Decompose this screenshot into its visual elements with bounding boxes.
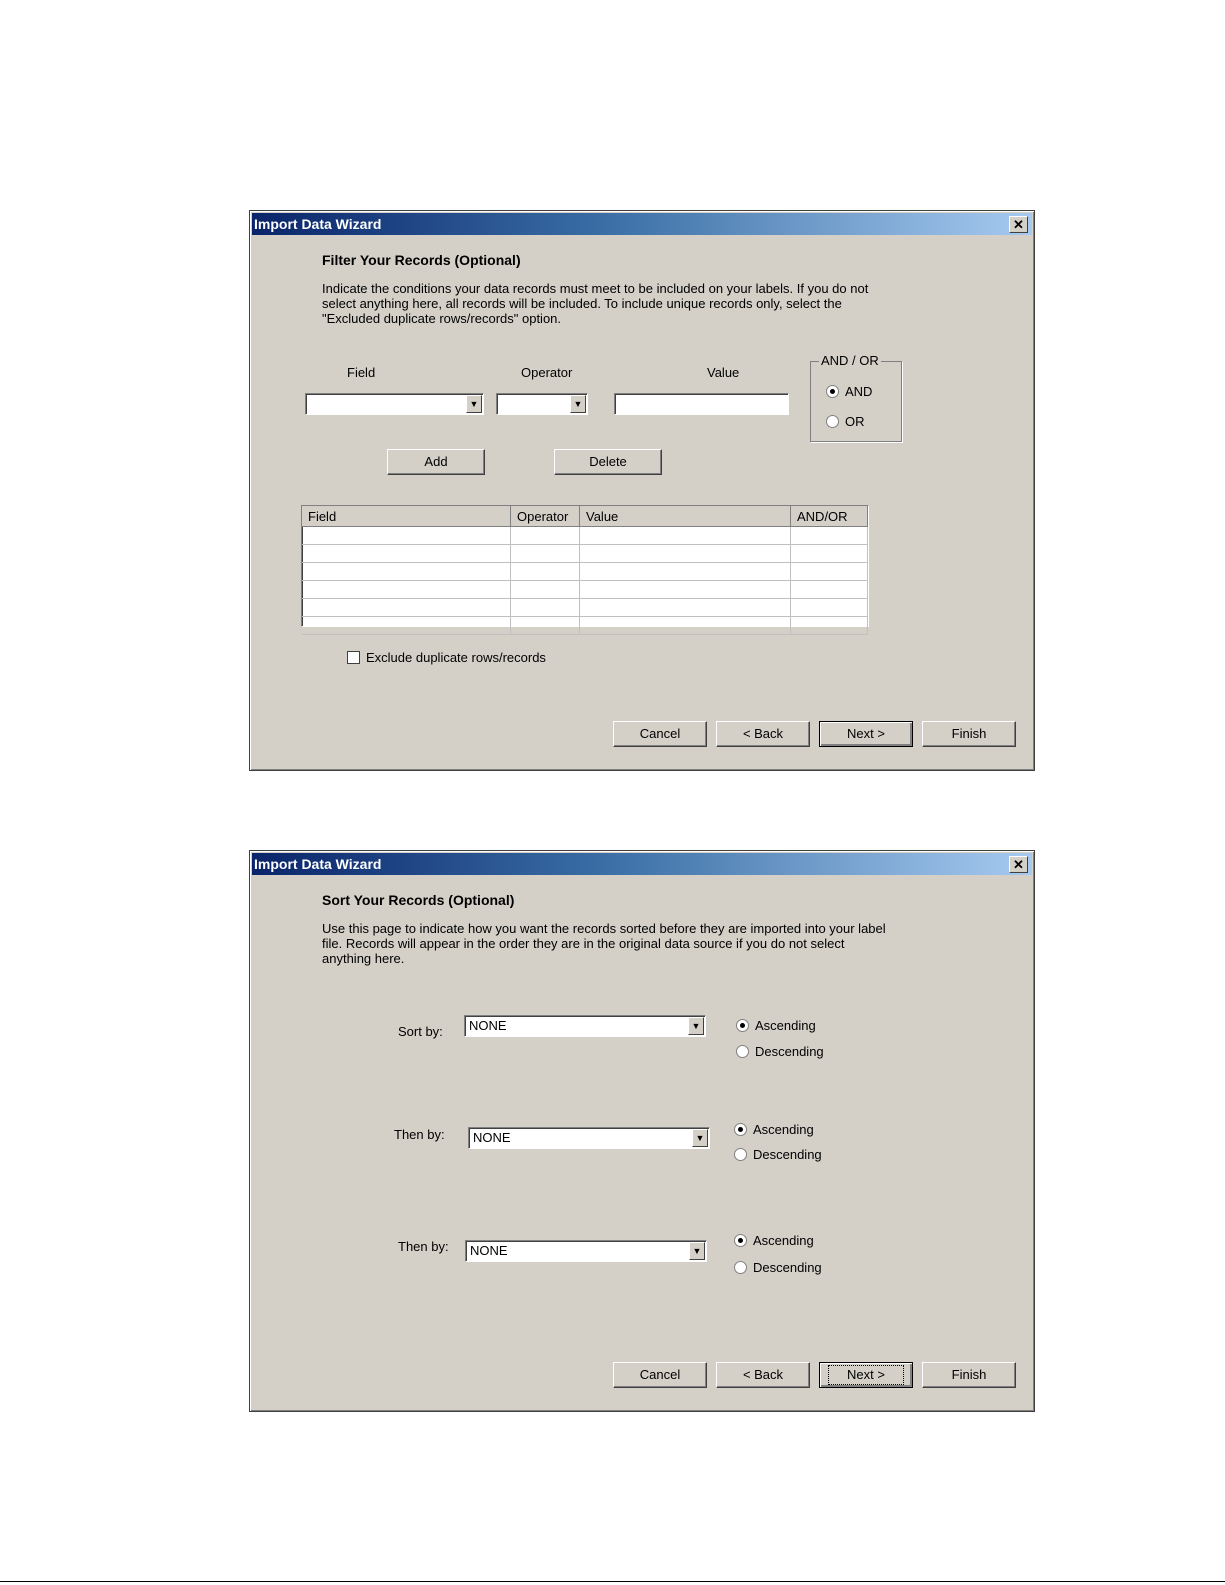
back-button[interactable]: < Back (716, 1362, 810, 1388)
column-header-and-or[interactable]: AND/OR (791, 506, 868, 527)
value-input[interactable] (614, 393, 789, 415)
close-icon[interactable]: ✕ (1009, 856, 1028, 873)
chevron-down-icon[interactable]: ▼ (688, 1017, 704, 1035)
exclude-duplicates-label: Exclude duplicate rows/records (366, 650, 546, 665)
ascending-label: Ascending (753, 1122, 814, 1137)
grid-header-row (302, 506, 868, 527)
then-by-1-descending-radio[interactable] (734, 1147, 822, 1162)
cancel-button[interactable]: Cancel (613, 1362, 707, 1388)
then-by-2-descending-radio[interactable] (734, 1260, 822, 1275)
radio-empty-icon (736, 1045, 749, 1058)
window-title: Import Data Wizard (254, 856, 382, 872)
radio-selected-icon (826, 385, 839, 398)
radio-empty-icon (826, 415, 839, 428)
column-header-operator[interactable]: Operator (511, 506, 580, 527)
descending-label: Descending (753, 1147, 822, 1162)
filter-records-dialog (249, 210, 1035, 771)
and-or-group-title: AND / OR (821, 353, 879, 368)
operator-label: Operator (521, 365, 573, 380)
next-button[interactable] (819, 1362, 913, 1388)
radio-selected-icon (734, 1234, 747, 1247)
page-description: Indicate the conditions your data records must meet to be included on your labels. If you do not select anything here, all records will be included. To include unique records only, select the "Excluded duplicate rows/records" option. (322, 281, 869, 326)
title-bar (252, 853, 1032, 875)
radio-selected-icon (736, 1019, 749, 1032)
next-button[interactable]: Next > (819, 721, 913, 747)
window-title: Import Data Wizard (254, 216, 382, 232)
table-row[interactable] (302, 545, 868, 563)
filter-conditions-grid[interactable] (301, 505, 869, 627)
then-by-label-2: Then by: (398, 1239, 449, 1254)
radio-empty-icon (734, 1261, 747, 1274)
sort-by-value: NONE (469, 1018, 507, 1033)
title-bar (252, 213, 1032, 235)
table-row[interactable] (302, 617, 868, 635)
chevron-down-icon[interactable]: ▼ (570, 395, 586, 413)
back-button[interactable]: < Back (716, 721, 810, 747)
chevron-down-icon[interactable]: ▼ (466, 395, 482, 413)
exclude-duplicates-checkbox[interactable] (347, 650, 546, 665)
close-icon[interactable]: ✕ (1009, 216, 1028, 233)
chevron-down-icon[interactable]: ▼ (689, 1242, 705, 1260)
column-header-value[interactable]: Value (580, 506, 791, 527)
table-row[interactable] (302, 563, 868, 581)
next-button-label: Next > (828, 1365, 904, 1385)
finish-button[interactable]: Finish (922, 1362, 1016, 1388)
value-label: Value (707, 365, 740, 380)
chevron-down-icon[interactable]: ▼ (692, 1129, 708, 1147)
sort-records-dialog (249, 850, 1035, 1412)
then-by-label-1: Then by: (394, 1127, 445, 1142)
descending-label: Descending (753, 1260, 822, 1275)
sort-by-label: Sort by: (398, 1024, 443, 1039)
field-label: Field (347, 365, 376, 380)
cancel-button[interactable]: Cancel (613, 721, 707, 747)
page-bottom-rule (0, 1581, 1225, 1582)
sort-by-descending-radio[interactable] (736, 1044, 824, 1059)
sort-by-ascending-radio[interactable] (736, 1018, 816, 1033)
then-by-2-ascending-radio[interactable] (734, 1233, 814, 1248)
and-radio-label: AND (845, 384, 873, 399)
and-radio[interactable] (826, 384, 872, 399)
delete-button[interactable]: Delete (554, 449, 662, 475)
then-by-dropdown-2[interactable] (465, 1240, 707, 1262)
add-button[interactable]: Add (387, 449, 485, 475)
checkbox-icon[interactable] (347, 651, 360, 664)
then-by-1-ascending-radio[interactable] (734, 1122, 814, 1137)
radio-selected-icon (734, 1123, 747, 1136)
operator-dropdown[interactable] (496, 393, 588, 415)
radio-empty-icon (734, 1148, 747, 1161)
page-description: Use this page to indicate how you want the records sorted before they are imported into your label file. Records will appear in the order they are in the original data source if you do not select anything here. (322, 921, 886, 966)
table-row[interactable] (302, 581, 868, 599)
or-radio[interactable] (826, 414, 865, 429)
page-heading: Filter Your Records (Optional) (322, 252, 521, 268)
page-heading: Sort Your Records (Optional) (322, 892, 515, 908)
then-by-dropdown-1[interactable] (468, 1127, 710, 1149)
ascending-label: Ascending (753, 1233, 814, 1248)
ascending-label: Ascending (755, 1018, 816, 1033)
or-radio-label: OR (845, 414, 865, 429)
table-row[interactable] (302, 527, 868, 545)
then-by-value-2: NONE (470, 1243, 508, 1258)
column-header-field[interactable]: Field (302, 506, 511, 527)
and-or-groupbox (810, 353, 902, 442)
sort-by-dropdown[interactable] (464, 1015, 706, 1037)
field-dropdown[interactable] (305, 393, 484, 415)
finish-button[interactable]: Finish (922, 721, 1016, 747)
descending-label: Descending (755, 1044, 824, 1059)
table-row[interactable] (302, 599, 868, 617)
then-by-value-1: NONE (473, 1130, 511, 1145)
